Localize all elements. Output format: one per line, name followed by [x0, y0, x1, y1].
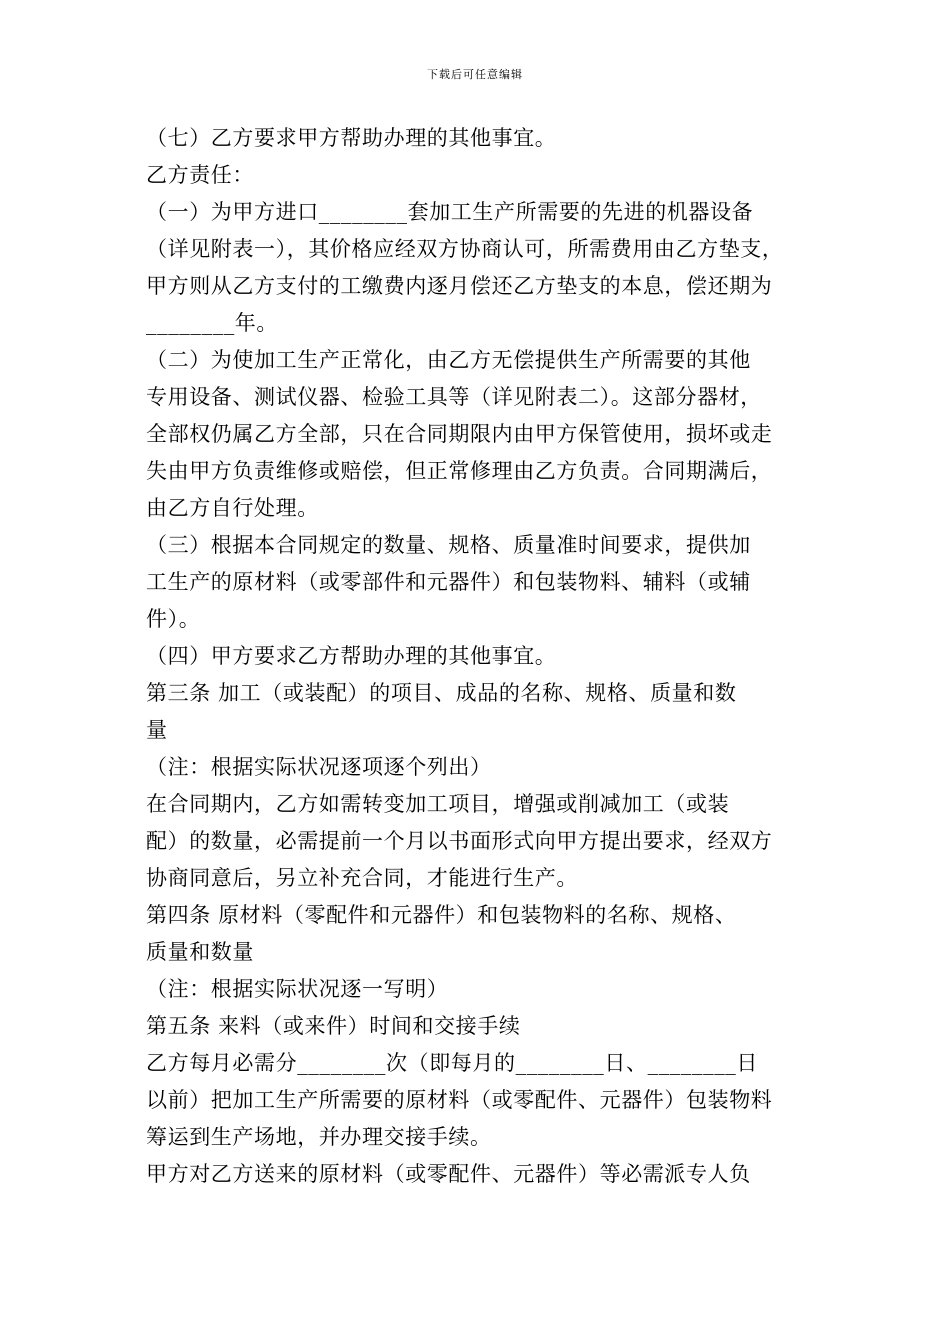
text-line: 质量和数量: [146, 940, 254, 964]
text-line: 协商同意后，另立补充合同，才能进行生产。: [146, 866, 578, 890]
text-line: 量: [146, 718, 168, 742]
document-body: [146, 120, 816, 1193]
text-line: （七）乙方要求甲方帮助办理的其他事宜。: [146, 126, 557, 150]
text-line: 由乙方自行处理。: [146, 496, 319, 520]
text-line: （四）甲方要求乙方帮助办理的其他事宜。: [146, 644, 557, 668]
text-line: 工生产的原材料（或零部件和元器件）和包装物料、辅料（或辅: [146, 570, 751, 594]
text-line: （详见附表一），其价格应经双方协商认可，所需费用由乙方垫支，: [146, 237, 784, 261]
text-line: 失由甲方负责维修或赔偿，但正常修理由乙方负责。合同期满后，: [146, 459, 773, 483]
text-line: （三）根据本合同规定的数量、规格、质量准时间要求，提供加: [146, 533, 751, 557]
text-line: 以前）把加工生产所需要的原材料（或零配件、元器件）包装物料: [146, 1088, 773, 1112]
text-line: 甲方则从乙方支付的工缴费内逐月偿还乙方垫支的本息，偿还期为: [146, 274, 773, 298]
text-line: 配）的数量，必需提前一个月以书面形式向甲方提出要求，经双方: [146, 829, 773, 853]
text-line: 第三条 加工（或装配）的项目、成品的名称、规格、质量和数: [146, 681, 737, 705]
text-line: （注：根据实际状况逐项逐个列出）: [146, 755, 492, 779]
header-note: 下载后可任意编辑: [427, 68, 523, 81]
text-line: 第五条 来料（或来件）时间和交接手续: [146, 1014, 521, 1038]
text-line: 甲方对乙方送来的原材料（或零配件、元器件）等必需派专人负: [146, 1162, 751, 1186]
text-line: （注：根据实际状况逐一写明）: [146, 977, 449, 1001]
text-line: （一）为甲方进口________套加工生产所需要的先进的机器设备: [146, 200, 754, 224]
text-line: 全部权仍属乙方全部，只在合同期限内由甲方保管使用，损坏或走: [146, 422, 773, 446]
text-line: 第四条 原材料（零配件和元器件）和包装物料的名称、规格、: [146, 903, 737, 927]
text-line: ________年。: [146, 311, 278, 335]
text-line: 乙方每月必需分________次（即每月的________日、________日: [146, 1051, 758, 1075]
text-line: 乙方责任：: [146, 163, 254, 187]
text-line: 专用设备、测试仪器、检验工具等（详见附表二）。这部分器材，: [146, 385, 762, 409]
text-line: 在合同期内，乙方如需转变加工项目，增强或削减加工（或装: [146, 792, 730, 816]
text-line: 筹运到生产场地，并办理交接手续。: [146, 1125, 492, 1149]
text-line: 件）。: [146, 607, 201, 631]
text-line: （二）为使加工生产正常化，由乙方无偿提供生产所需要的其他: [146, 348, 751, 372]
